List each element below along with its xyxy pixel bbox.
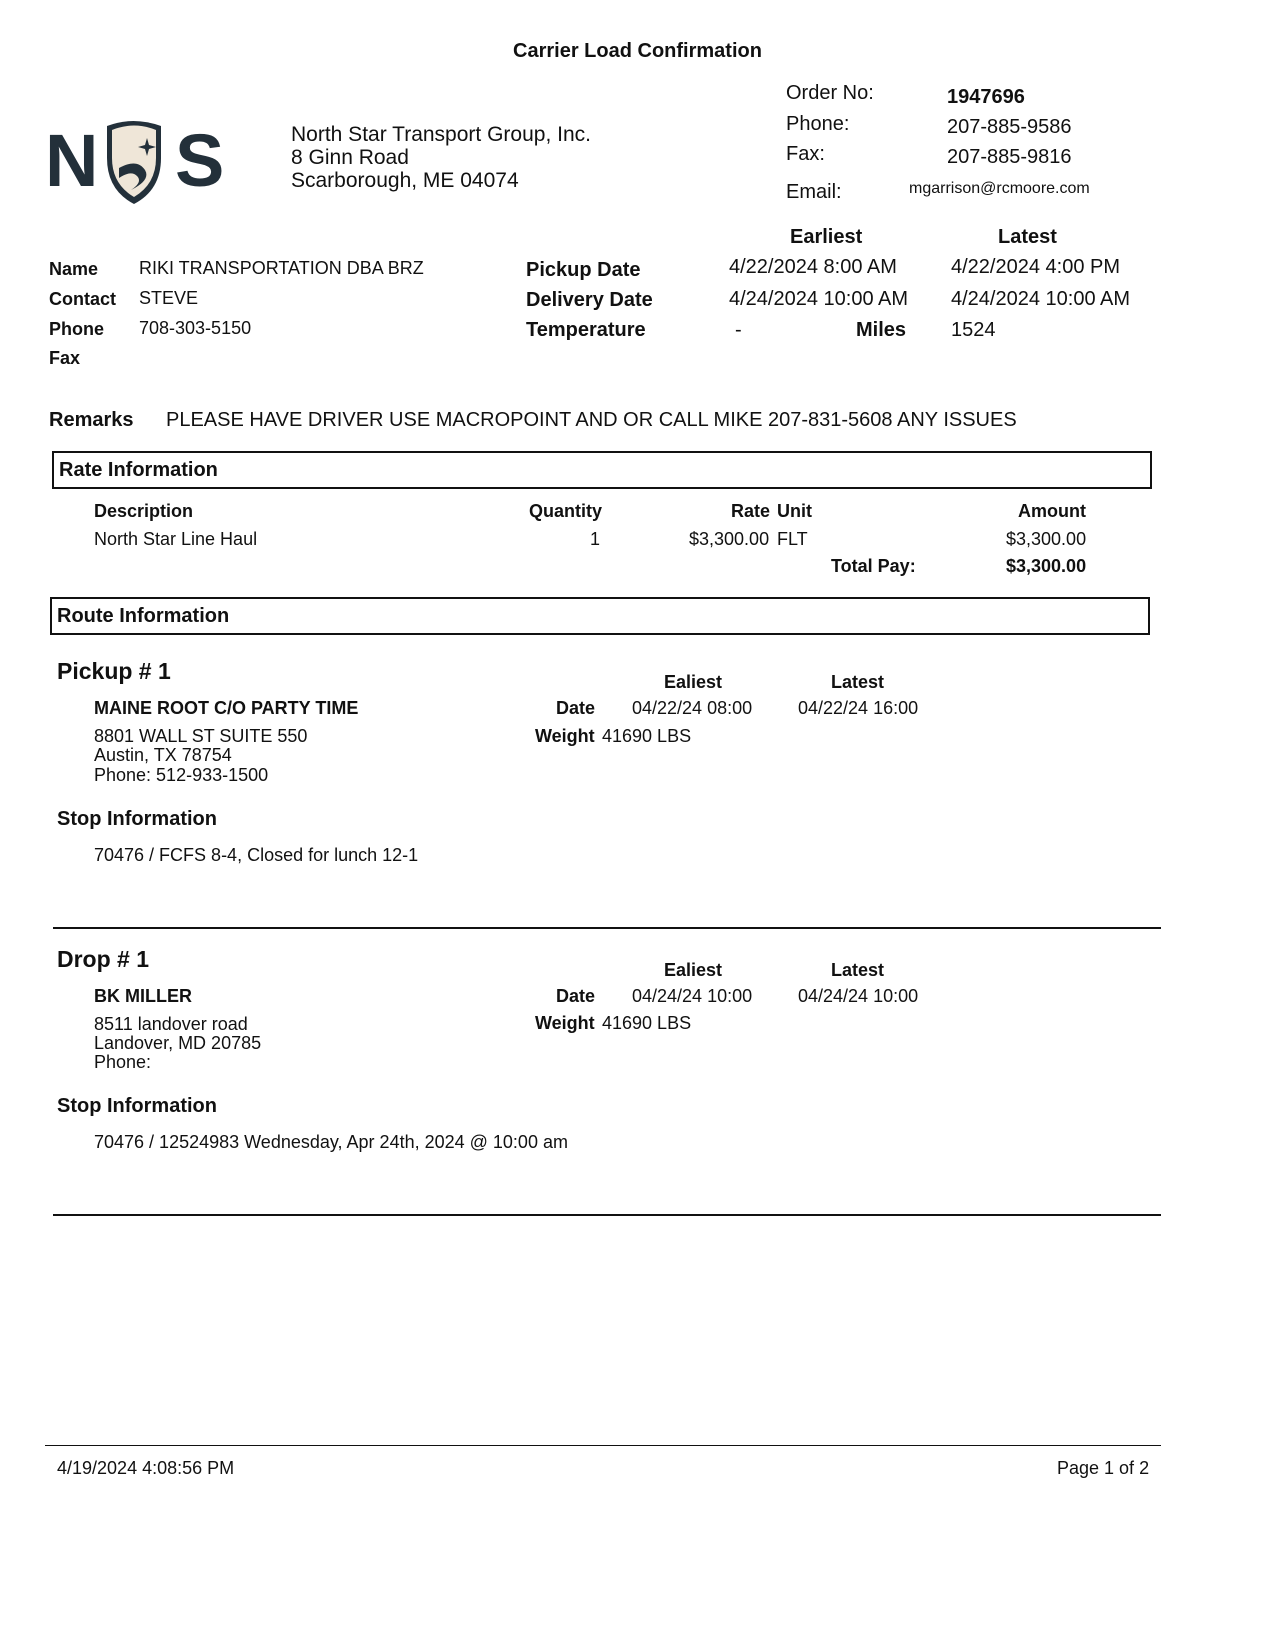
carrier-phone-label: Phone	[49, 319, 105, 339]
carrier-fax-label: Fax	[49, 348, 81, 368]
pickup-weight-value: 41690 LBS	[602, 726, 692, 746]
footer-timestamp: 4/19/2024 4:08:56 PM	[57, 1458, 235, 1478]
carrier-name-value: RIKI TRANSPORTATION DBA BRZ	[139, 258, 424, 278]
rate-col-quantity: Quantity	[529, 501, 603, 521]
total-pay-label: Total Pay:	[831, 556, 916, 576]
drop-title: Drop # 1	[57, 946, 150, 972]
drop-date-row-latest: 04/24/24 10:00	[798, 986, 919, 1006]
company-name: North Star Transport Group, Inc.	[291, 123, 591, 146]
temperature-value: -	[735, 319, 742, 341]
drop-address-line1: 8511 landover road	[94, 1014, 248, 1034]
pickup-phone: Phone: 512-933-1500	[94, 765, 269, 785]
temperature-label: Temperature	[526, 319, 646, 341]
rate-col-amount: Amount	[1018, 501, 1086, 521]
drop-stop-info-title: Stop Information	[57, 1095, 217, 1117]
order-phone-label: Phone:	[786, 113, 850, 135]
dates-earliest-header: Earliest	[790, 226, 863, 248]
pickup-address-line1: 8801 WALL ST SUITE 550	[94, 726, 308, 746]
drop-weight-value: 41690 LBS	[602, 1013, 692, 1033]
pickup-latest-header: Latest	[831, 672, 885, 692]
drop-divider	[53, 1214, 1161, 1216]
pickup-stop-info-title: Stop Information	[57, 808, 217, 830]
document-title: Carrier Load Confirmation	[513, 40, 762, 62]
company-address-line1: 8 Ginn Road	[291, 146, 409, 169]
pickup-date-label: Pickup Date	[526, 259, 641, 281]
drop-latest-header: Latest	[831, 960, 885, 980]
carrier-contact-value: STEVE	[139, 288, 199, 308]
pickup-address-line2: Austin, TX 78754	[94, 745, 232, 765]
delivery-date-latest: 4/24/2024 10:00 AM	[951, 288, 1131, 310]
pickup-date-row-label: Date	[556, 698, 596, 718]
order-fax-value: 207-885-9816	[947, 146, 1072, 168]
order-fax-label: Fax:	[786, 143, 825, 165]
drop-weight-label: Weight	[535, 1013, 595, 1033]
pickup-title: Pickup # 1	[57, 658, 171, 684]
drop-consignee-name: BK MILLER	[94, 986, 192, 1006]
pickup-date-row-earliest: 04/22/24 08:00	[632, 698, 753, 718]
delivery-date-earliest: 4/24/2024 10:00 AM	[729, 288, 909, 310]
delivery-date-label: Delivery Date	[526, 289, 653, 311]
rate-col-description: Description	[94, 501, 194, 521]
footer-page-number: Page 1 of 2	[1057, 1458, 1150, 1478]
dates-latest-header: Latest	[998, 226, 1057, 248]
total-pay-value: $3,300.00	[1006, 556, 1087, 576]
route-information-header: Route Information	[50, 597, 1150, 635]
miles-value: 1524	[951, 319, 996, 341]
rate-col-rate: Rate	[731, 501, 771, 521]
pickup-stop-info: 70476 / FCFS 8-4, Closed for lunch 12-1	[94, 845, 419, 865]
drop-phone: Phone:	[94, 1052, 152, 1072]
order-phone-value: 207-885-9586	[947, 116, 1072, 138]
rate-information-header: Rate Information	[52, 451, 1152, 489]
rate-row-quantity: 1	[590, 529, 601, 549]
carrier-phone-value: 708-303-5150	[139, 318, 252, 338]
order-email-value: mgarrison@rcmoore.com	[909, 180, 1090, 197]
company-address-line2: Scarborough, ME 04074	[291, 169, 519, 192]
rate-row-unit: FLT	[777, 529, 808, 549]
order-number-label: Order No:	[786, 82, 874, 104]
miles-label: Miles	[856, 319, 907, 341]
rate-row-description: North Star Line Haul	[94, 529, 258, 549]
drop-earliest-header: Ealiest	[664, 960, 723, 980]
rate-col-unit: Unit	[777, 501, 812, 521]
rate-row-amount: $3,300.00	[1006, 529, 1087, 549]
footer-divider	[45, 1445, 1161, 1446]
pickup-date-earliest: 4/22/2024 8:00 AM	[729, 256, 897, 278]
drop-address-line2: Landover, MD 20785	[94, 1033, 262, 1053]
pickup-shipper-name: MAINE ROOT C/O PARTY TIME	[94, 698, 359, 718]
logo-letter-n: N	[45, 119, 99, 202]
remarks-label: Remarks	[49, 409, 134, 431]
order-email-label: Email:	[786, 181, 842, 203]
pickup-earliest-header: Ealiest	[664, 672, 723, 692]
pickup-divider	[53, 927, 1161, 929]
remarks-text: PLEASE HAVE DRIVER USE MACROPOINT AND OR CALL MIKE 207-831-5608 ANY ISSUES	[166, 409, 1017, 431]
pickup-weight-label: Weight	[535, 726, 595, 746]
company-logo	[45, 118, 235, 210]
drop-date-row-label: Date	[556, 986, 596, 1006]
drop-date-row-earliest: 04/24/24 10:00	[632, 986, 753, 1006]
drop-stop-info: 70476 / 12524983 Wednesday, Apr 24th, 2024 @ 10:00 am	[94, 1132, 568, 1152]
pickup-date-row-latest: 04/22/24 16:00	[798, 698, 919, 718]
logo-letter-s: S	[175, 119, 225, 202]
carrier-name-label: Name	[49, 259, 99, 279]
pickup-date-latest: 4/22/2024 4:00 PM	[951, 256, 1121, 278]
rate-row-rate: $3,300.00	[689, 529, 770, 549]
order-number-value: 1947696	[947, 86, 1025, 108]
carrier-contact-label: Contact	[49, 289, 116, 309]
